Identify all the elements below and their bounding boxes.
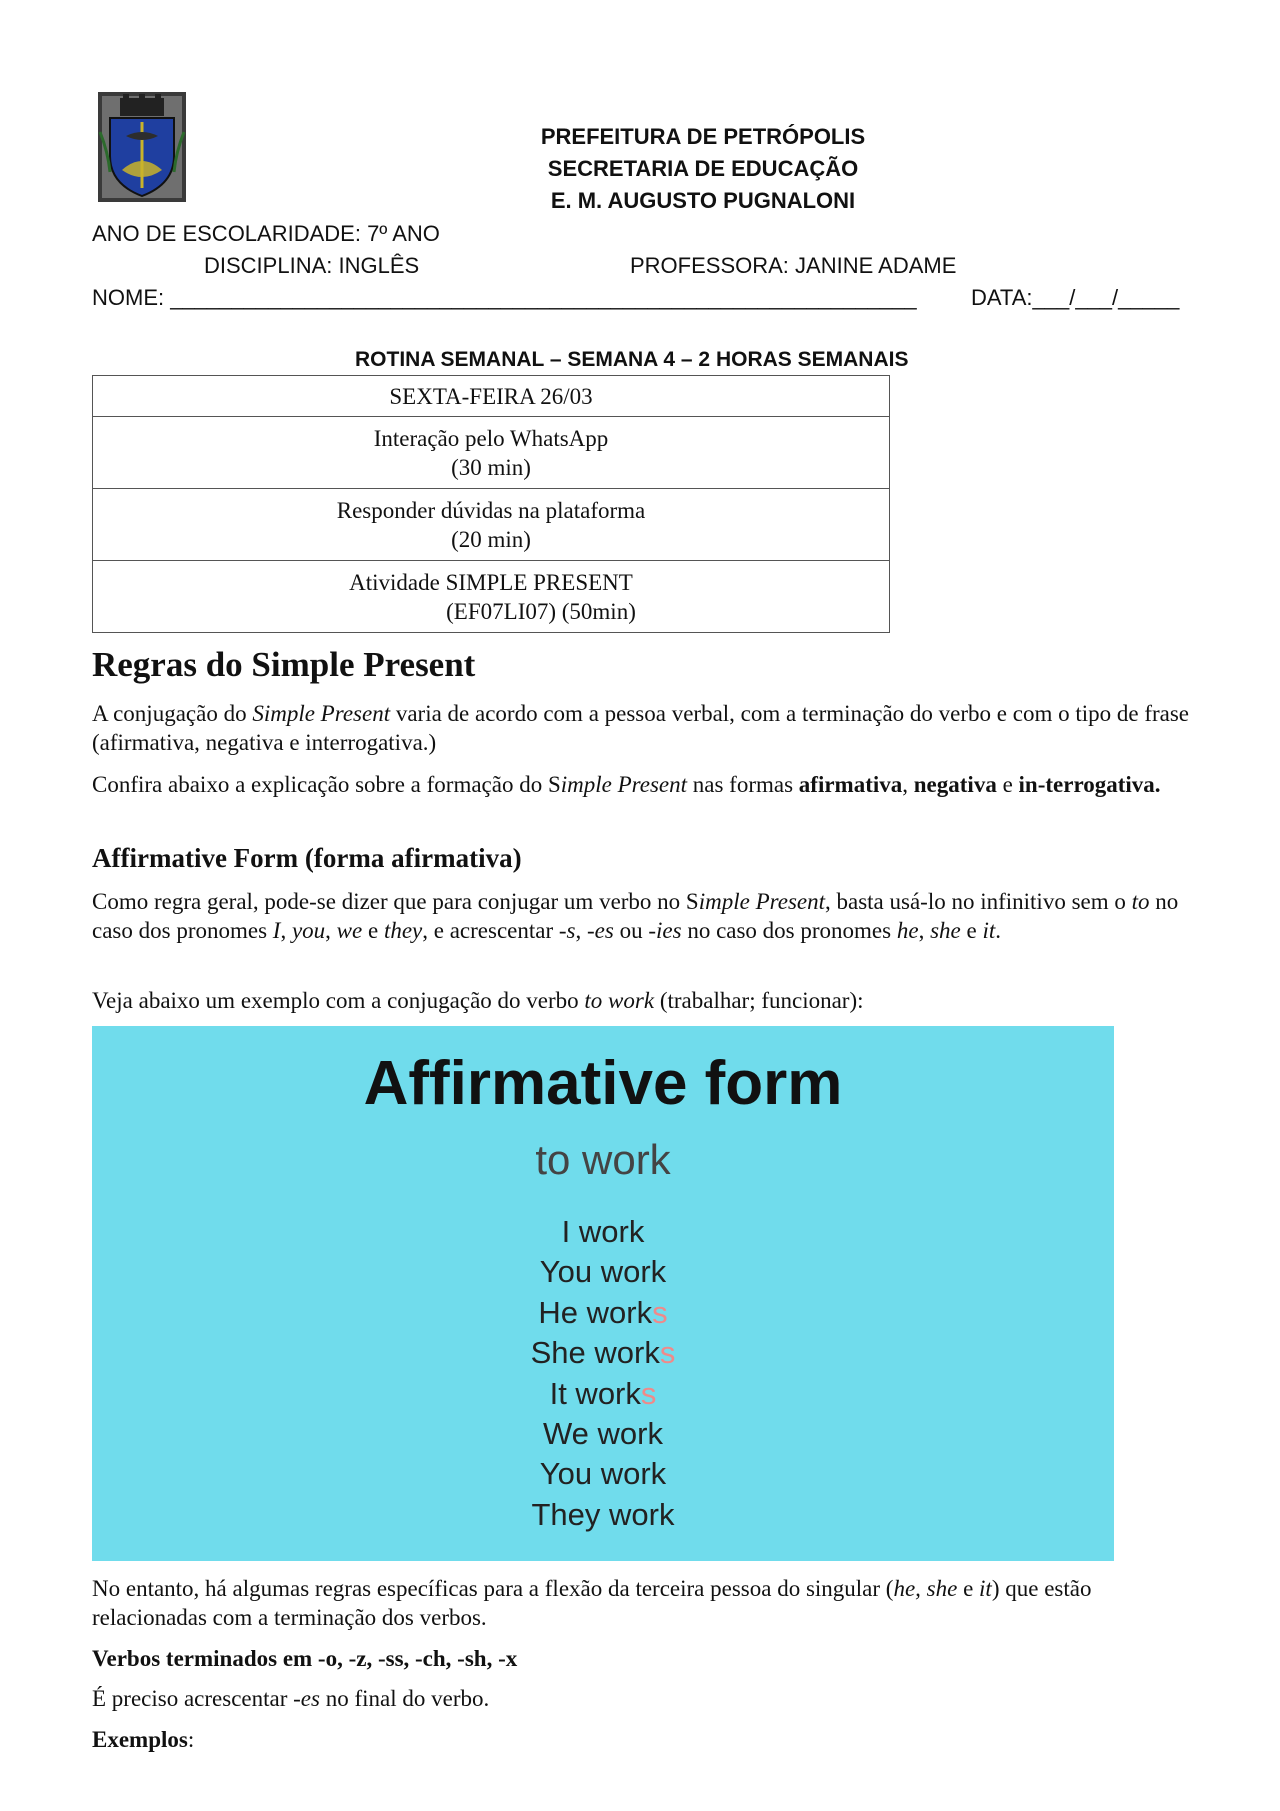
routine-activity: Atividade SIMPLE PRESENT	[349, 569, 633, 595]
rule-paragraph: Como regra geral, pode-se dizer que para conjugar um verbo no Simple Present, basta usá-lo no infinitivo sem o to no caso dos pronomes I, you, we e they, e acrescentar -s, -es ou -ies no caso dos pronomes he, she e it.	[92, 889, 1179, 943]
table-row	[93, 376, 890, 417]
conjugation-line: You work	[539, 1254, 667, 1290]
routine-duration: (30 min)	[451, 454, 531, 480]
intro-paragraph: A conjugação do Simple Present varia de acordo com a pessoa verbal, com a terminação do verbo e com o tipo de frase (afirmativa, negativa e interrogativa.)	[92, 701, 1190, 755]
rule-explanation: É preciso acrescentar -es no final do verbo.	[92, 1686, 490, 1711]
conjugation-line: I work	[561, 1214, 645, 1249]
teacher: PROFESSORA: JANINE ADAME	[630, 253, 957, 278]
examples-label: Exemplos:	[92, 1727, 195, 1752]
routine-cell	[93, 489, 890, 561]
school-year: ANO DE ESCOLARIDADE: 7º ANO	[92, 221, 440, 246]
routine-cell	[93, 376, 890, 417]
discipline: DISCIPLINA: INGLÊS	[204, 253, 420, 278]
routine-activity: Interação pelo WhatsApp	[373, 425, 609, 451]
example-intro: Veja abaixo um exemplo com a conjugação do verbo to work (trabalhar; funcionar):	[92, 988, 864, 1013]
page-title: Regras do Simple Present	[92, 645, 476, 684]
conjugation-line: It works	[549, 1375, 657, 1411]
third-person-paragraph: No entanto, há algumas regras específicas para a flexão da terceira pessoa do singular (he, she e it) que estão relacionadas com a terminação dos verbos.	[92, 1576, 1092, 1630]
student-name-field[interactable]: NOME: _____________________________________________________________	[92, 285, 917, 310]
routine-duration: (EF07LI07) (50min)	[446, 598, 636, 624]
table-row	[93, 489, 890, 561]
rule-heading: Verbos terminados em -o, -z, -ss, -ch, -sh, -x	[92, 1646, 518, 1671]
routine-cell	[93, 561, 890, 633]
conjugation-line: You work	[539, 1456, 667, 1492]
conjugation-list	[92, 1212, 1114, 1535]
figure-subtitle: to work	[535, 1136, 671, 1183]
conjugation-line: She works	[530, 1335, 676, 1371]
figure-title: Affirmative form	[363, 1049, 843, 1118]
table-row	[93, 417, 890, 489]
header-secretaria: SECRETARIA DE EDUCAÇÃO	[547, 156, 859, 181]
routine-activity: Responder dúvidas na plataforma	[336, 497, 646, 523]
routine-table	[92, 375, 890, 633]
explanation-paragraph: Confira abaixo a explicação sobre a formação do Simple Present nas formas afirmativa, negativa e in-terrogativa.	[92, 772, 1161, 797]
conjugation-line: They work	[531, 1496, 675, 1532]
header-prefeitura: PREFEITURA DE PETRÓPOLIS	[540, 124, 866, 149]
section-heading: Affirmative Form (forma afirmativa)	[92, 843, 522, 873]
table-row	[93, 561, 890, 633]
conjugation-figure	[92, 1026, 1114, 1561]
routine-title: ROTINA SEMANAL – SEMANA 4 – 2 HORAS SEMANAIS	[355, 348, 909, 371]
routine-duration: (20 min)	[451, 526, 531, 552]
routine-day: SEXTA-FEIRA 26/03	[389, 383, 593, 409]
routine-cell	[93, 417, 890, 489]
conjugation-line: He works	[538, 1294, 668, 1330]
header-school: E. M. AUGUSTO PUGNALONI	[550, 188, 856, 213]
date-field[interactable]: DATA:___/___/_____	[971, 285, 1180, 310]
conjugation-line: We work	[542, 1416, 663, 1452]
